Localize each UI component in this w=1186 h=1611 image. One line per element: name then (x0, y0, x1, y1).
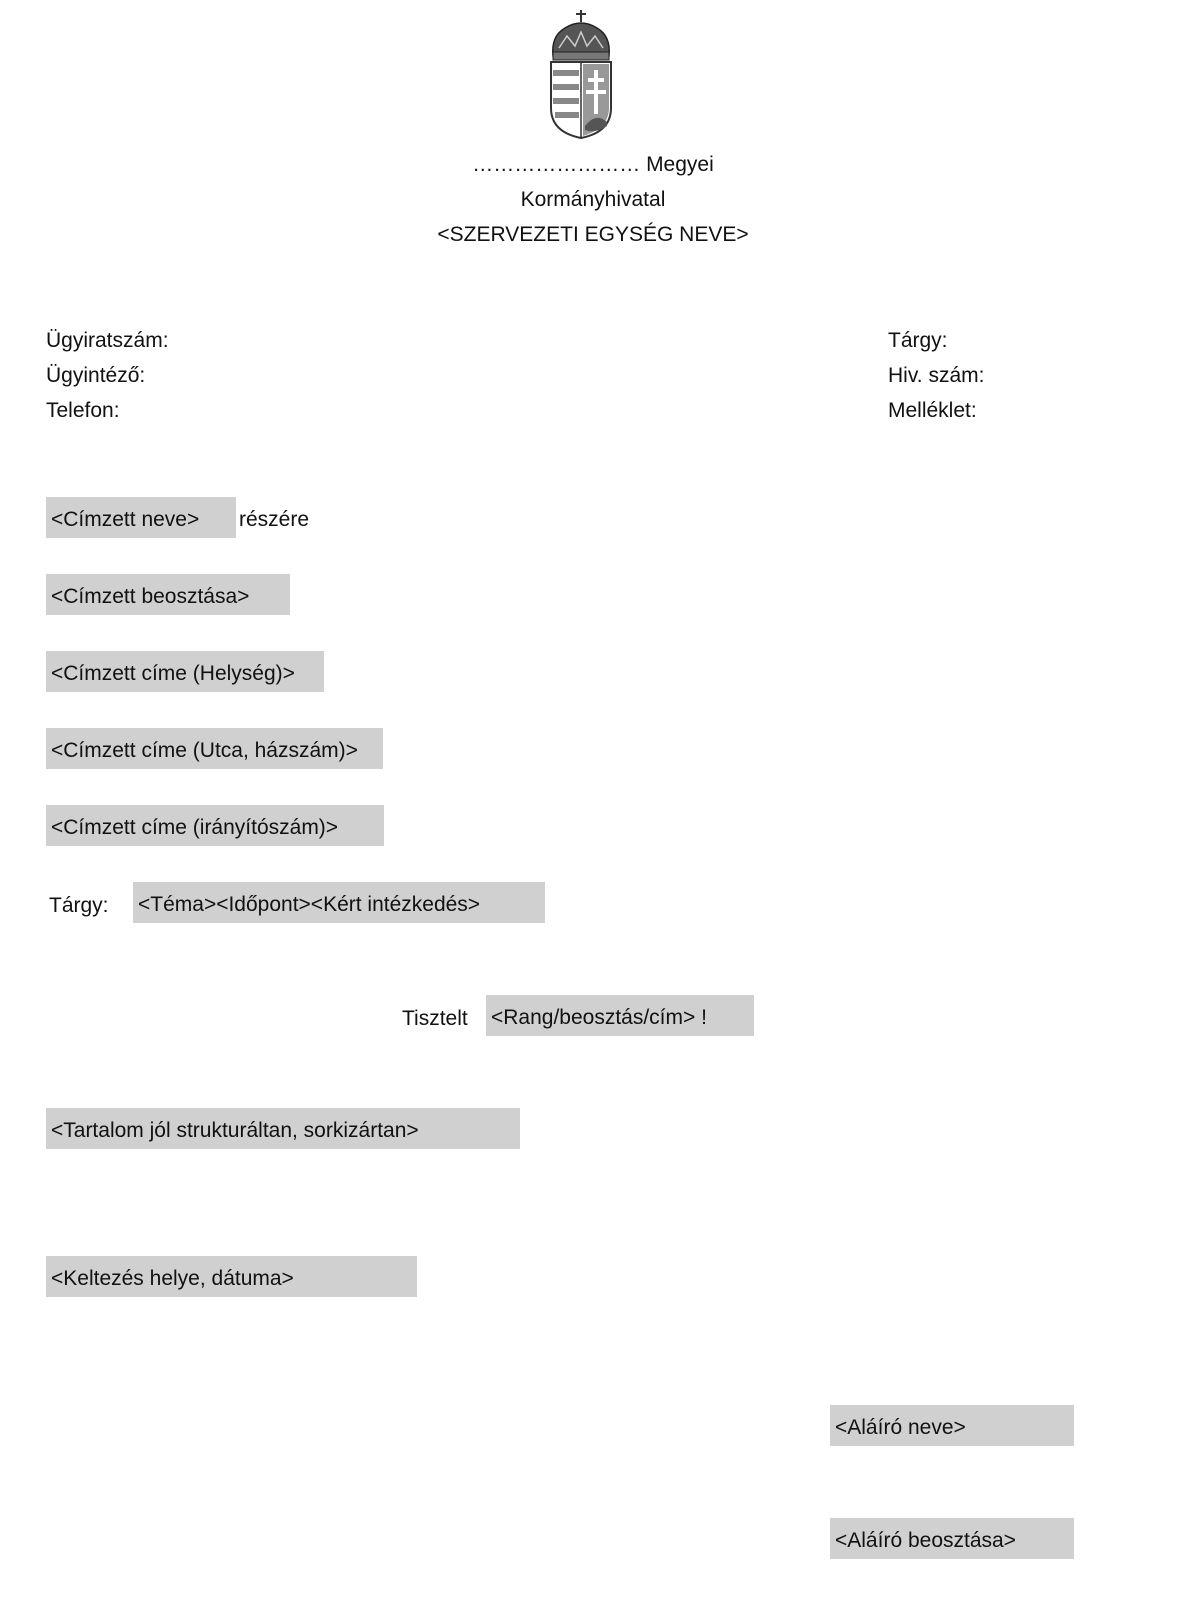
attachment-label: Melléklet: (888, 399, 977, 422)
recipient-city-field[interactable]: <Címzett címe (Helység)> (46, 651, 324, 692)
body-content-field[interactable]: <Tartalom jól strukturáltan, sorkizártan> (46, 1108, 520, 1149)
subject-label: Tárgy: (888, 329, 948, 352)
recipient-position-field[interactable]: <Címzett beosztása> (46, 574, 290, 615)
subject-line-label: Tárgy: (49, 894, 109, 917)
reference-number-label: Hiv. szám: (888, 364, 985, 387)
salutation-prefix: Tisztelt (402, 1007, 468, 1030)
recipient-name-field[interactable]: <Címzett neve> (46, 497, 236, 538)
salutation-field[interactable]: <Rang/beosztás/cím> ! (486, 995, 754, 1036)
dateline-field[interactable]: <Keltezés helye, dátuma> (46, 1256, 417, 1297)
recipient-suffix: részére (239, 508, 310, 531)
recipient-zip-field[interactable]: <Címzett címe (irányítószám)> (46, 805, 384, 846)
subject-value-field[interactable]: <Téma><Időpont><Kért intézkedés> (133, 882, 545, 923)
organizational-unit-line: <SZERVEZETI EGYSÉG NEVE> (437, 223, 749, 246)
signer-name-field[interactable]: <Aláíró neve> (830, 1405, 1074, 1446)
office-county-line: …………………… Megyei (472, 153, 714, 176)
case-officer-label: Ügyintéző: (46, 364, 146, 387)
case-number-label: Ügyiratszám: (46, 329, 169, 352)
hungarian-coat-of-arms-icon (545, 8, 617, 140)
signer-position-field[interactable]: <Aláíró beosztása> (830, 1518, 1074, 1559)
office-name-line: Kormányhivatal (520, 188, 666, 211)
phone-label: Telefon: (46, 399, 120, 422)
recipient-street-field[interactable]: <Címzett címe (Utca, házszám)> (46, 728, 383, 769)
